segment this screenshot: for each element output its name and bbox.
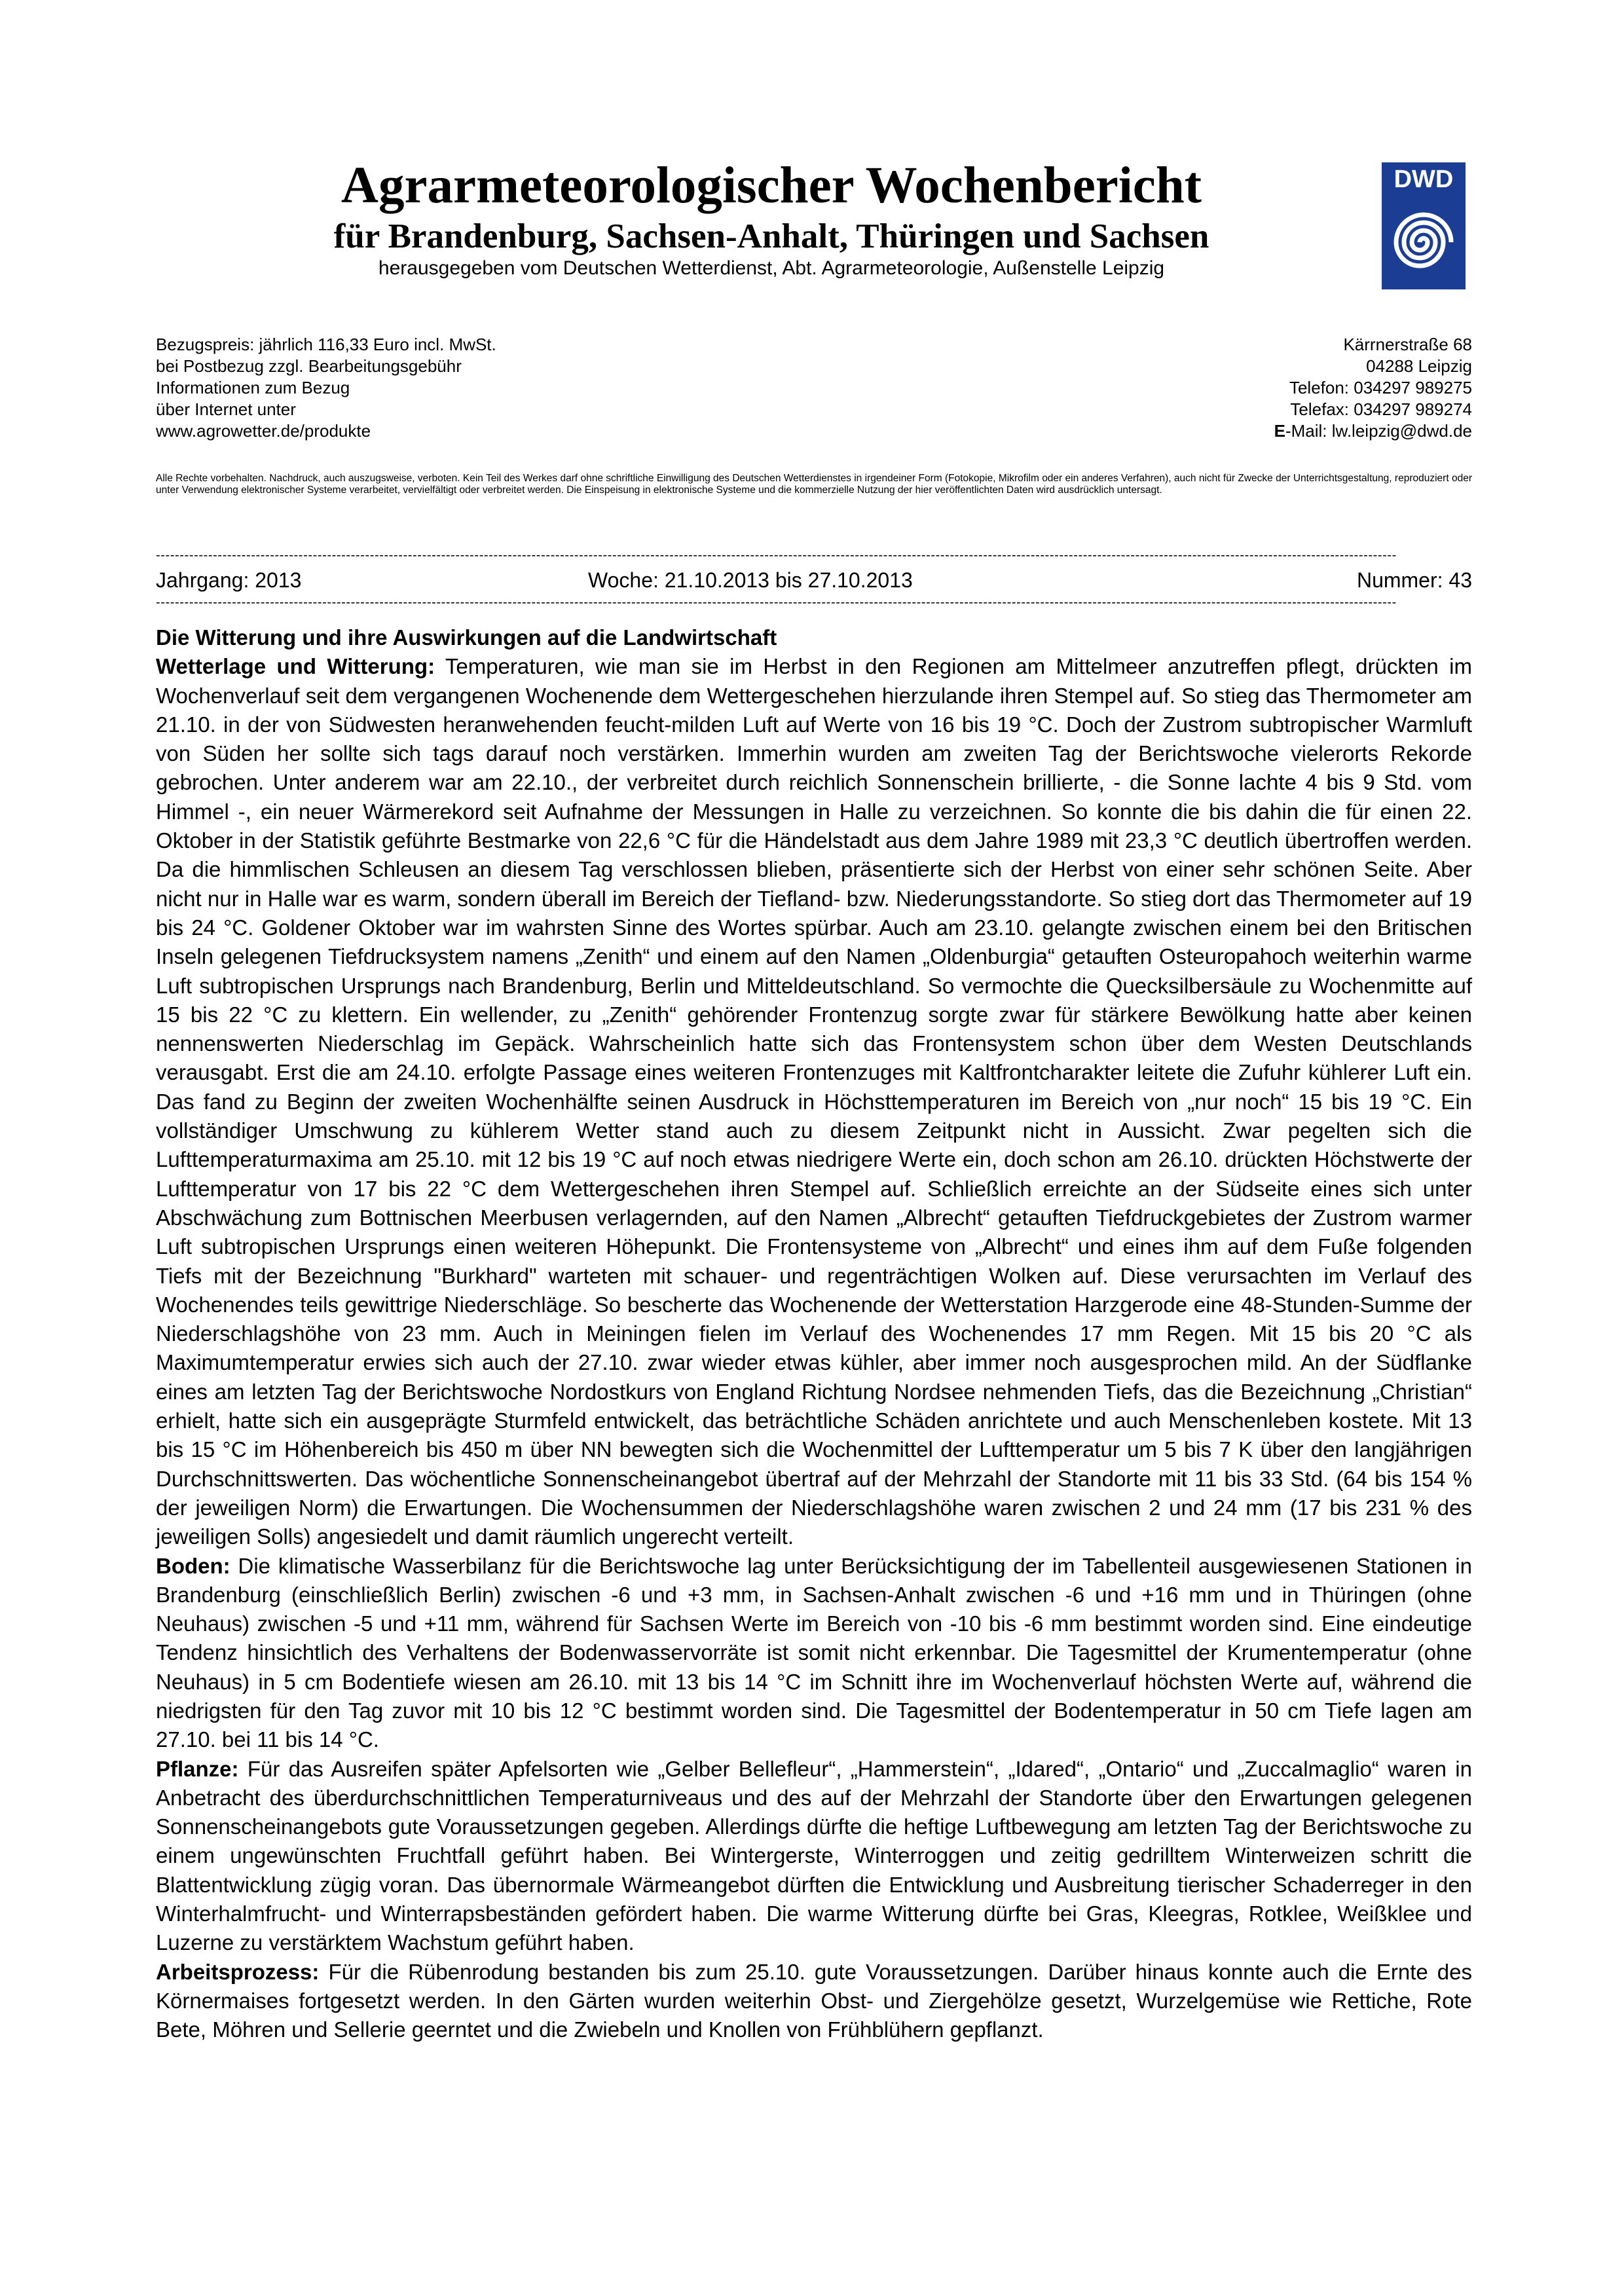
paragraph-pflanze xyxy=(156,1755,1472,1958)
info-url[interactable]: www.agrowetter.de/produkte xyxy=(156,421,371,441)
paragraph-label: Wetterlage und Witterung: xyxy=(156,654,435,679)
section-heading: Die Witterung und ihre Auswirkungen auf die Landwirtschaft xyxy=(156,625,777,650)
info-line: Informationen zum Bezug xyxy=(156,378,350,397)
info-line: über Internet unter xyxy=(156,399,296,419)
divider-top: --------------------------------------------------------------------------------------------------------------------------------------------------------------------------------------------------------------------------------------------------------------------- xyxy=(156,549,1397,562)
email-address[interactable] xyxy=(1274,420,1472,442)
dwd-logo xyxy=(1382,162,1466,289)
email-label-initial: E xyxy=(1274,421,1285,441)
fax-number: Telefax: 034297 989274 xyxy=(1290,399,1472,419)
info-line: bei Postbezug zzgl. Bearbeitungsgebühr xyxy=(156,356,462,376)
report-body xyxy=(156,623,1472,2045)
divider-bottom: --------------------------------------------------------------------------------------------------------------------------------------------------------------------------------------------------------------------------------------------------------------------- xyxy=(156,596,1397,609)
issue-year: Jahrgang: 2013 xyxy=(156,568,302,592)
email-label-rest: -Mail: lw.leipzig@dwd.de xyxy=(1285,421,1472,441)
paragraph-text: Für das Ausreifen später Apfelsorten wie „Gelber Bellefleur“, „Hammerstein“, „Idared“, „Ontario“ und „Zuccalmaglio“ waren in Anbetracht des überdurchschnittlichen Temperaturniveaus und des auf der Mehrzahl der Standorte über den Erwartungen gelegenen Sonnenscheinangebots gute Voraussetzungen gegeben. Allerdings dürfte die heftige Luftbewegung am letzten Tag der Berichtswoche zu einem ungewünschten Fruchtfall geführt haben. Bei Wintergerste, Winterroggen und zeitig gedrilltem Winterweizen schritt die Blattentwicklung zügig voran. Das übernormale Wärmeangebot dürften die Entwicklung und Ausbreitung tierischer Schaderreger in den Winterhalmfrucht- und Winterrapsbeständen gefördert haben. Die warme Witterung dürfte bei Gras, Kleegras, Rotklee, Weißklee und Luzerne zu verstärktem Wachstum geführt haben. xyxy=(156,1756,1472,1955)
subscription-info xyxy=(156,334,496,442)
contact-info xyxy=(1274,334,1472,442)
logo-text: DWD xyxy=(1393,166,1454,193)
info-line: Bezugspreis: jährlich 116,33 Euro incl. MwSt. xyxy=(156,335,496,354)
paragraph-boden xyxy=(156,1552,1472,1755)
page-title: Agrarmeteorologischer Wochenbericht xyxy=(341,157,1202,214)
issue-week: Woche: 21.10.2013 bis 27.10.2013 xyxy=(588,568,913,592)
address-city: 04288 Leipzig xyxy=(1366,356,1472,376)
paragraph-text: Temperaturen, wie man sie im Herbst in den Regionen am Mittelmeer anzutreffen pflegt, drückten im Wochenverlauf seit dem vergangenen Wochenende dem Wettergeschehen hierzulande ihren Stempel auf. So stieg das Thermometer am 21.10. in der von Südwesten heranwehenden feucht-milden Luft auf Werte von 16 bis 19 °C. Doch der Zustrom subtropischer Warmluft von Süden her sollte sich tags darauf noch verstärken. Immerhin wurden am zweiten Tag der Berichtswoche vielerorts Rekorde gebrochen. Unter anderem war am 22.10., der verbreitet durch reichlich Sonnenschein brillierte, - die Sonne lachte 4 bis 9 Std. vom Himmel -, ein neuer Wärmerekord seit Aufnahme der Messungen in Halle zu verzeichnen. So konnte die bis dahin die für einen 22. Oktober in der Statistik geführte Bestmarke von 22,6 °C für die Händelstadt aus dem Jahre 1989 mit 23,3 °C deutlich übertroffen werden. Da die himmlischen Schleusen an diesem Tag verschlossen blieben, präsentierte sich der Herbst von einer sehr schönen Seite. Aber nicht nur in Halle war es warm, sondern überall im Bereich der Tiefland- bzw. Niederungsstandorte. So stieg dort das Thermometer auf 19 bis 24 °C. Goldener Oktober war im wahrsten Sinne des Wortes spürbar. Auch am 23.10. gelangte zwischen einem bei den Britischen Inseln gelegenen Tiefdrucksystem namens „Zenith“ und einem auf den Namen „Oldenburgia“ getauften Osteuropahoch weiterhin warme Luft subtropischen Ursprungs nach Brandenburg, Berlin und Mitteldeutschland. So vermochte die Quecksilbersäule zu Wochenmitte auf 15 bis 22 °C zu klettern. Ein wellender, zu „Zenith“ gehörender Frontenzug sorgte zwar für stärkere Bewölkung hatte aber keinen nennenswerten Niederschlag im Gepäck. Wahrscheinlich hatte sich das Frontensystem schon über dem Westen Deutschlands verausgabt. Erst die am 24.10. erfolgte Passage eines weiteren Frontenzuges mit Kaltfrontcharakter leitete die Zufuhr kühlerer Luft ein. Das fand zu Beginn der zweiten Wochenhälfte seinen Ausdruck in Höchsttemperaturen im Bereich von „nur noch“ 15 bis 19 °C. Ein vollständiger Umschwung zu kühlerem Wetter stand auch zu diesem Zeitpunkt nicht in Aussicht. Zwar pegelten sich die Lufttemperaturmaxima am 25.10. mit 12 bis 19 °C auf noch etwas niedrigere Werte ein, doch schon am 26.10. drückten Höchstwerte der Lufttemperatur von 17 bis 22 °C dem Wettergeschehen ihren Stempel auf. Schließlich erreichte an der Südseite eines sich unter Abschwächung zum Bottnischen Meerbusen verlagernden, auf den Namen „Albrecht“ getauften Tiefdruckgebietes der Zustrom warmer Luft subtropischen Ursprungs einen weiteren Höhepunkt. Die Frontensysteme von „Albrecht“ und eines ihm auf dem Fuße folgenden Tiefs mit der Bezeichnung "Burkhard" warteten mit schauer- und regenträchtigen Wolken auf. Diese verursachten im Verlauf des Wochenendes teils gewittrige Niederschläge. So bescherte das Wochenende der Wetterstation Harzgerode eine 48-Stunden-Summe der Niederschlagshöhe von 23 mm. Auch in Meiningen fielen im Verlauf des Wochenendes 17 mm Regen. Mit 15 bis 20 °C als Maximumtemperatur erwies sich auch der 27.10. zwar wieder etwas kühler, aber immer noch ausgesprochen mild. An der Südflanke eines am letzten Tag der Berichtswoche Nordostkurs von England Richtung Nordsee nehmenden Tiefs, das die Bezeichnung „Christian“ erhielt, hatte sich ein ausgeprägte Sturmfeld entwickelt, das beträchtliche Schäden anrichtete und auch Menschenleben kostete. Mit 13 bis 15 °C im Höhenbereich bis 450 m über NN bewegten sich die Wochenmittel der Lufttemperatur um 5 bis 7 K über den langjährigen Durchschnittswerten. Das wöchentliche Sonnenscheinangebot übertraf auf der Mehrzahl der Standorte mit 11 bis 33 Std. (64 bis 154 % der jeweiligen Norm) die Erwartungen. Die Wochensummen der Niederschlagshöhe waren zwischen 2 und 24 mm (17 bis 231 % des jeweiligen Solls) angesiedelt und damit räumlich ungerecht verteilt. xyxy=(156,654,1472,1549)
paragraph-label: Boden: xyxy=(156,1553,231,1578)
phone-number: Telefon: 034297 989275 xyxy=(1289,378,1472,397)
paragraph-text: Für die Rübenrodung bestanden bis zum 25.10. gute Voraussetzungen. Darüber hinaus konnte auch die Ernte des Körnermaises fortgesetzt werden. In den Gärten wurden weiterhin Obst- und Ziergehölze gesetzt, Wurzelgemüse wie Rettiche, Rote Bete, Möhren und Sellerie geerntet und die Zwiebeln und Knollen von Frühblühern gepflanzt. xyxy=(156,1959,1472,2042)
dwd-spiral-icon xyxy=(1391,203,1456,282)
header xyxy=(156,156,1387,280)
paragraph-arbeit xyxy=(156,1958,1472,2045)
paragraph-label: Pflanze: xyxy=(156,1756,239,1781)
address-street: Kärrnerstraße 68 xyxy=(1343,335,1472,354)
publisher-line: herausgegeben vom Deutschen Wetterdienst, Abt. Agrarmeteorologie, Außenstelle Leipzig xyxy=(378,257,1165,279)
paragraph-wetter xyxy=(156,652,1472,1551)
copyright-notice: Alle Rechte vorbehalten. Nachdruck, auch auszugsweise, verboten. Kein Teil des Werkes darf ohne schriftliche Einwilligung des Deutschen Wetterdienstes in irgendeiner Form (Fotokopie, Mikrofilm oder ein anderes Verfahren), auch nicht für Zwecke der Unterrichtsgestaltung, reproduziert oder unter Verwendung elektronischer Systeme verarbeitet, vervielfältigt oder verbreitet werden. Die Einspeisung in elektronische Systeme und die kommerzielle Nutzung der hier veröffentlichten Daten wird ausdrücklich untersagt. xyxy=(156,473,1472,496)
paragraph-label: Arbeitsprozess: xyxy=(156,1959,320,1984)
page-subtitle: für Brandenburg, Sachsen-Anhalt, Thüringen und Sachsen xyxy=(333,217,1209,255)
paragraph-text: Die klimatische Wasserbilanz für die Berichtswoche lag unter Berücksichtigung der im Tabellenteil ausgewiesenen Stationen in Brandenburg (einschließlich Berlin) zwischen -6 und +3 mm, in Sachsen-Anhalt zwischen -6 und +16 mm und in Thüringen (ohne Neuhaus) zwischen -5 und +11 mm, während für Sachsen Werte im Bereich von -10 bis -6 mm bestimmt worden sind. Eine eindeutige Tendenz hinsichtlich des Verhaltens der Bodenwasservorräte ist somit nicht erkennbar. Die Tagesmittel der Krumentemperatur (ohne Neuhaus) in 5 cm Bodentiefe wiesen am 26.10. mit 13 bis 14 °C im Schnitt ihre im Wochenverlauf höchsten Werte auf, während die niedrigsten für den Tag zuvor mit 10 bis 12 °C bestimmt worden sind. Die Tagesmittel der Bodentemperatur in 50 cm Tiefe lagen am 27.10. bei 11 bis 14 °C. xyxy=(156,1553,1472,1752)
issue-number: Nummer: 43 xyxy=(1356,568,1472,592)
